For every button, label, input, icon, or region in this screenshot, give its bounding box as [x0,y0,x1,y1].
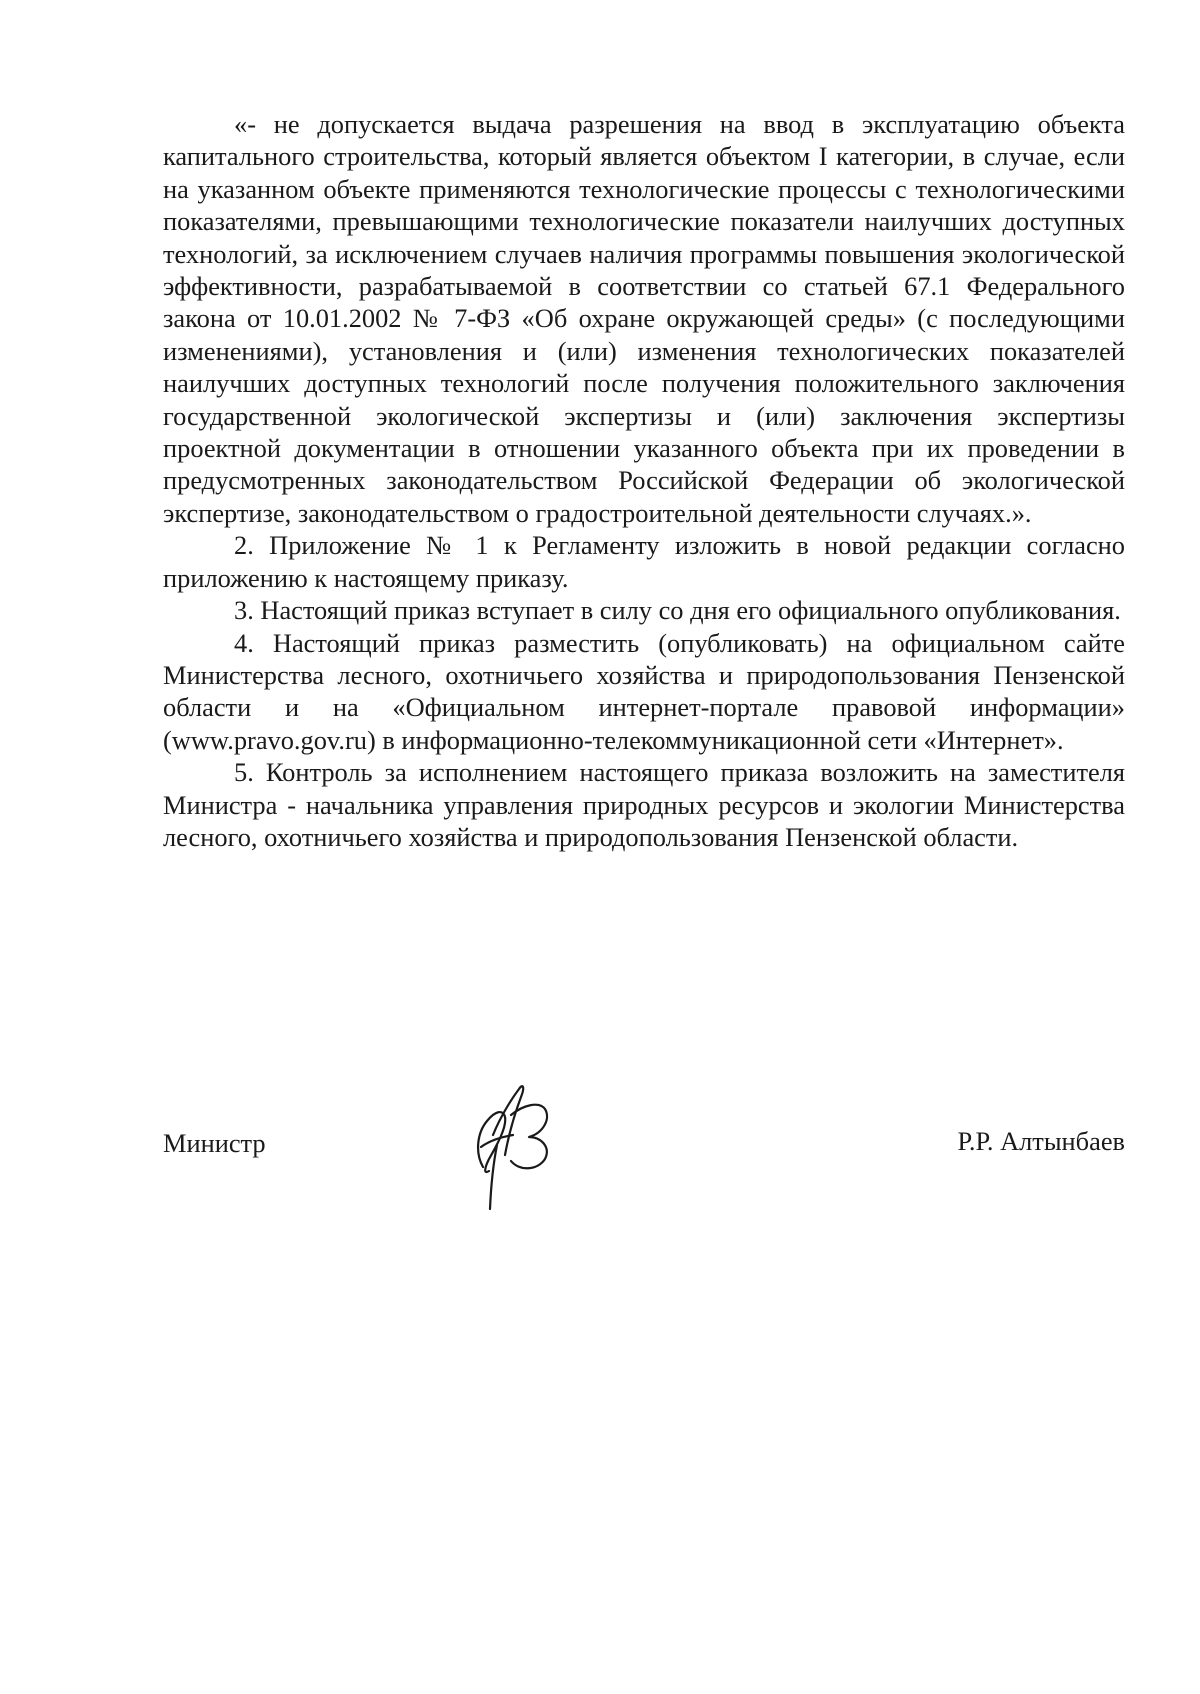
signature-block [163,1113,1125,1173]
document-body [163,108,1125,853]
paragraph-amendment: «- не допускается выдача разрешения на ввод в эксплуатацию объекта капитального строительства, который является объектом I категории, в случае, если на указанном объекте применяются технологические процессы с технологическими показателями, превышающими технологические показатели наилучших доступных технологий, за исключением случаев наличия программы повышения экологической эффективности, разрабатываемой в соответствии со статьей 67.1 Федерального закона от 10.01.2002 № 7-ФЗ «Об охране окружающей среды» (с последующими изменениями), установления и (или) изменения технологических показателей наилучших доступных технологий после получения положительного заключения государственной экологической экспертизы и (или) заключения экспертизы проектной документации в отношении указанного объекта при их проведении в предусмотренных законодательством Российской Федерации об экологической экспертизе, законодательством о градостроительной деятельности случаях.». [163,109,1125,528]
paragraph-item-2: 2. Приложение № 1 к Регламенту изложить в новой редакции согласно приложению к настоящему приказу. [163,530,1125,593]
handwritten-signature [453,1075,563,1215]
signatory-title: Министр [163,1128,266,1158]
signatory-name: Р.Р. Алтынбаев [957,1126,1125,1156]
paragraph-item-4: 4. Настоящий приказ разместить (опубликовать) на официальном сайте Министерства лесного, охотничьего хозяйства и природопользования Пензенской области и на «Официальном интернет-портале правовой информации» (www.pravo.gov.ru) в информационно-телекоммуникационной сети «Интернет». [163,627,1125,755]
paragraph-item-5: 5. Контроль за исполнением настоящего приказа возложить на заместителя Министра - начальника управления природных ресурсов и экологии Министерства лесного, охотничьего хозяйства и природопользования Пензенской области. [163,757,1125,852]
paragraph-item-3: 3. Настоящий приказ вступает в силу со дня его официального опубликования. [234,595,1121,626]
